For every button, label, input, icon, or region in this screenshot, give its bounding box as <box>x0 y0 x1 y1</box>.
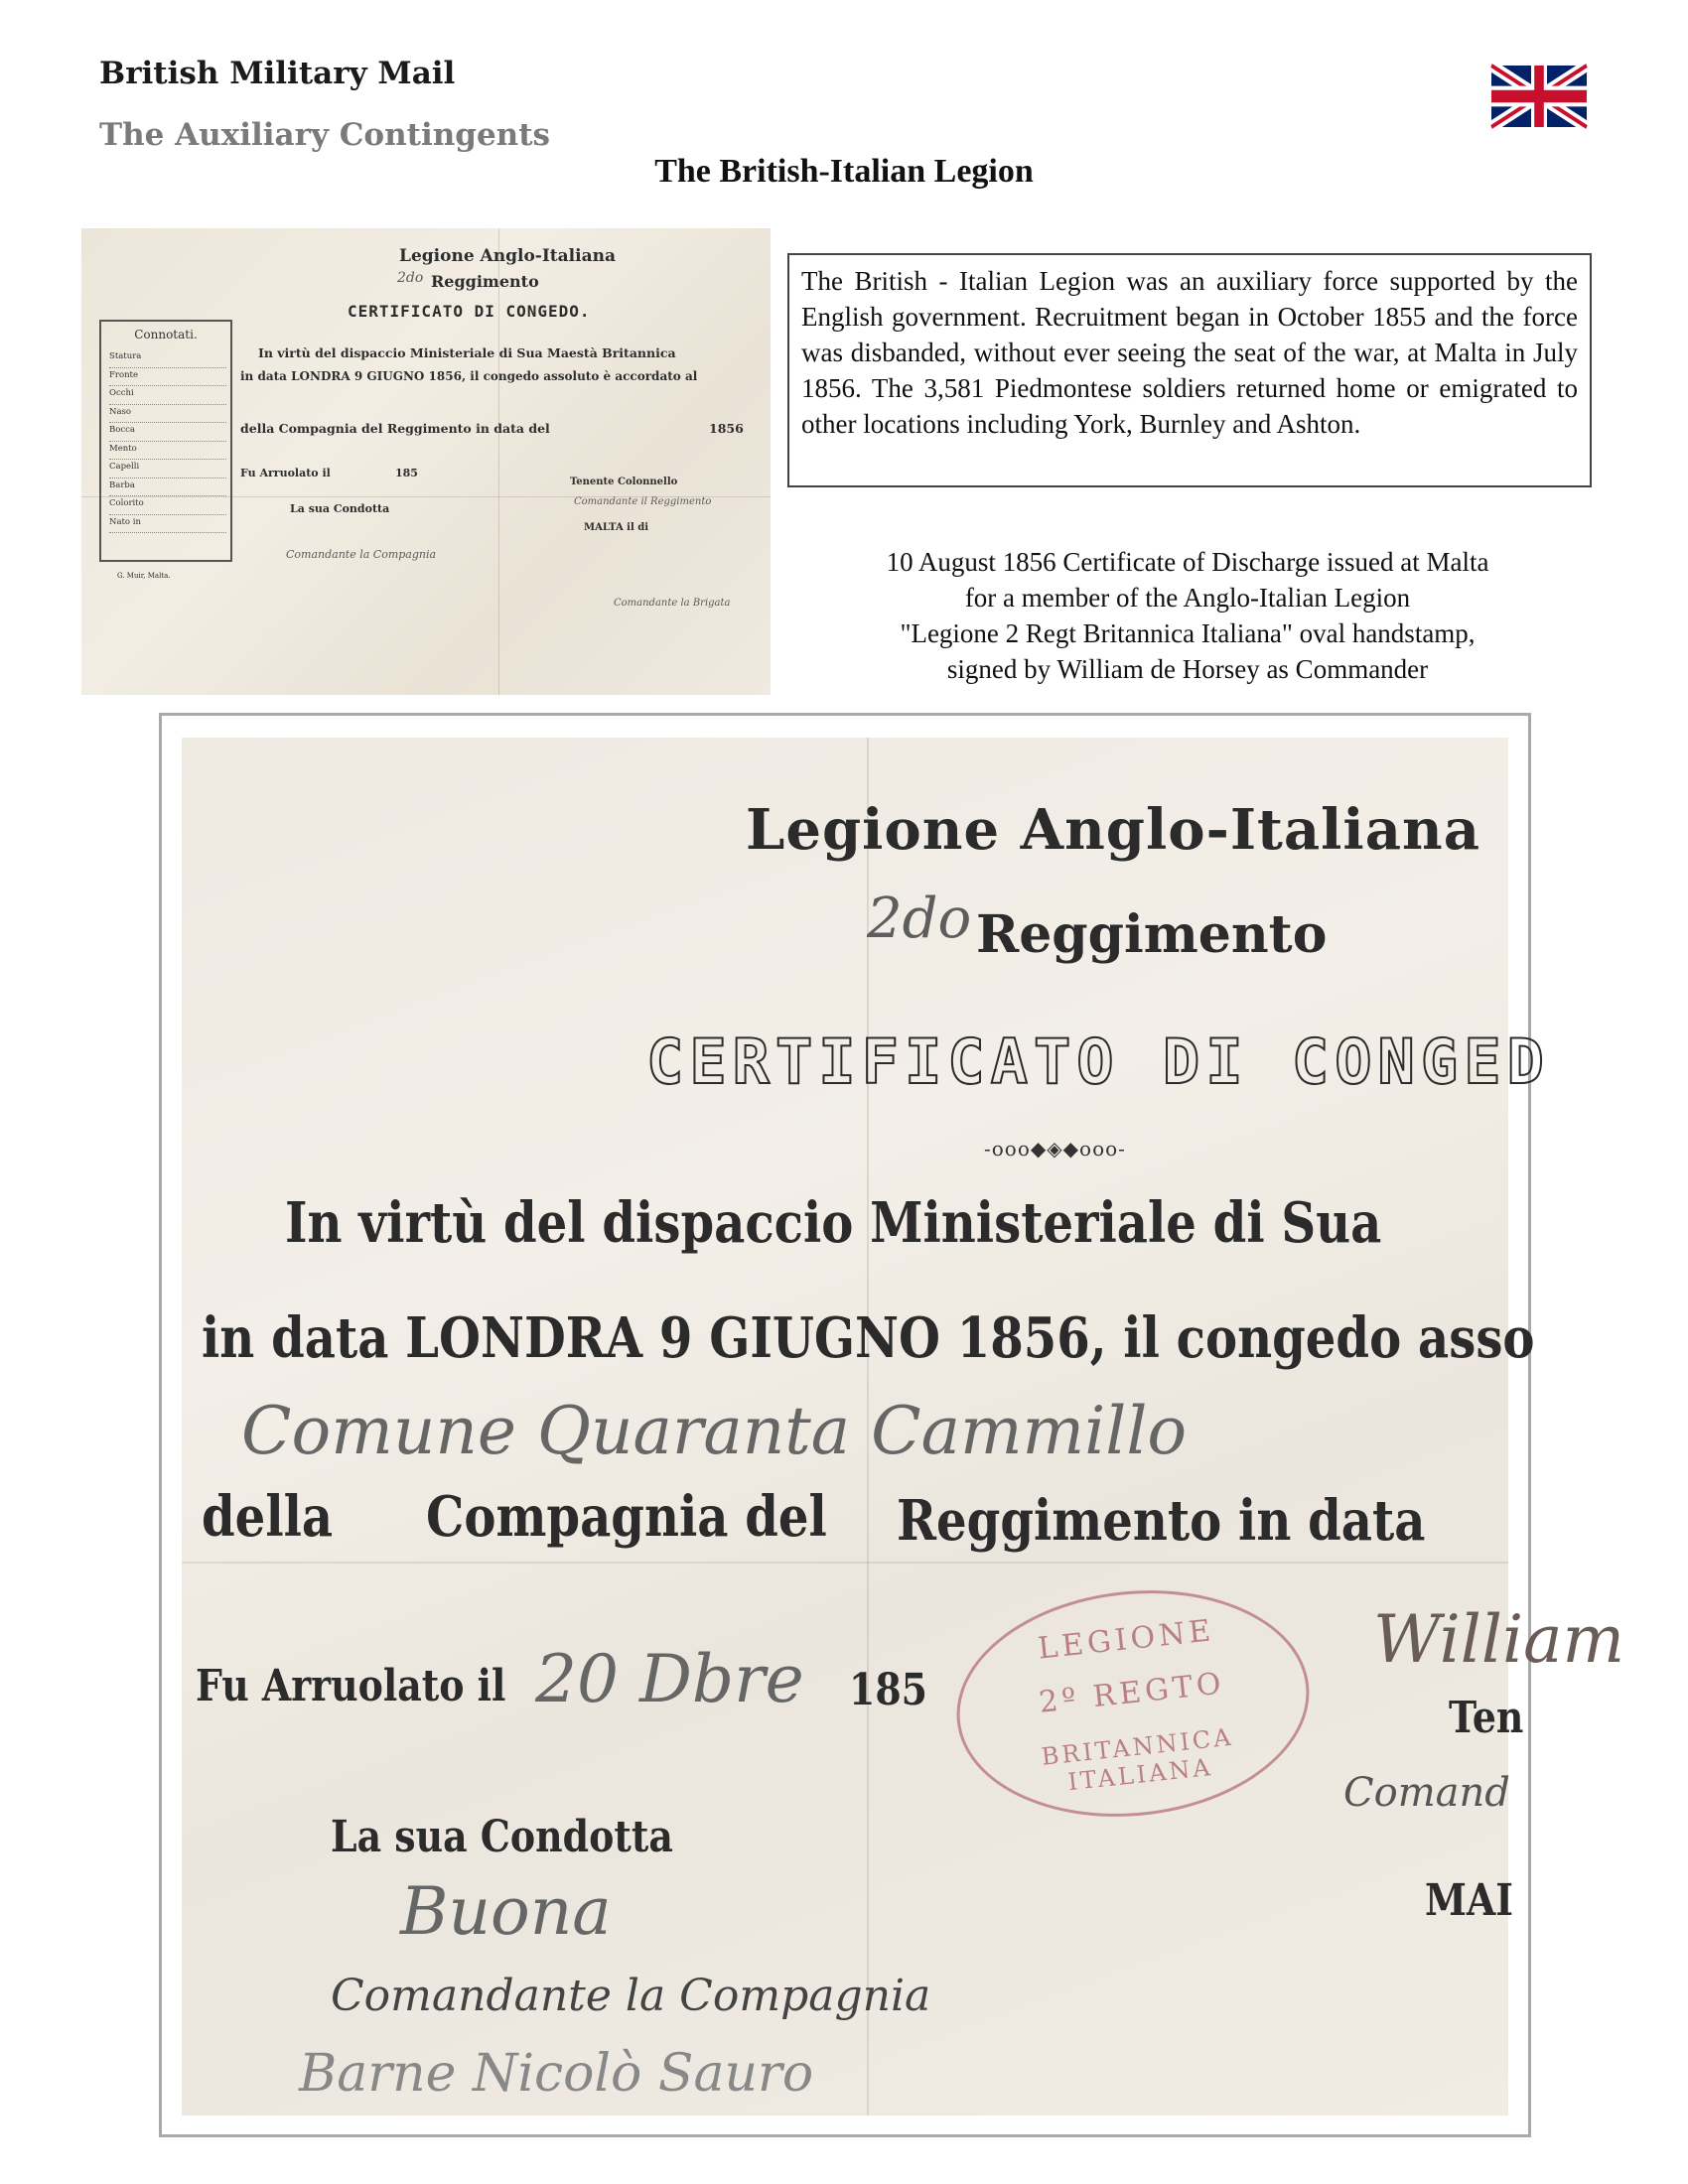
thumb-regiment: Reggimento <box>431 272 539 291</box>
stamp-line1: LEGIONE <box>1036 1613 1216 1667</box>
certificate-thumbnail <box>81 228 771 695</box>
union-jack-flag-icon <box>1491 66 1587 127</box>
thumb-line2: in data LONDRA 9 GIUGNO 1856, il congedo assoluto è accordato al <box>240 369 698 383</box>
doc-signature-bottom: Barne Nicolò Sauro <box>299 2044 814 2104</box>
thumb-commander: Comandante il Reggimento <box>574 496 712 507</box>
caption-line: for a member of the Anglo-Italian Legion <box>964 583 1411 613</box>
doc-conduct-value: Buona <box>400 1873 612 1950</box>
doc-regiment-number: 2do <box>867 887 972 951</box>
doc-commander-fragment: Comand <box>1343 1770 1510 1816</box>
caption <box>784 544 1591 687</box>
thumb-enlisted: Fu Arruolato il <box>240 467 331 479</box>
connotati-row: Statura <box>109 351 226 368</box>
doc-rank-fragment: Ten <box>1449 1693 1524 1743</box>
caption-line: 10 August 1856 Certificate of Discharge issued at Malta <box>886 547 1489 577</box>
connotati-row: Mento <box>109 444 226 461</box>
connotati-row: Occhi <box>109 388 226 405</box>
doc-conduct: La sua Condotta <box>331 1812 673 1862</box>
thumb-certificate: CERTIFICATO DI CONGEDO. <box>348 302 591 321</box>
thumb-enlisted-year: 185 <box>395 467 418 479</box>
doc-line1: In virtù del dispaccio Ministeriale di Sua <box>285 1190 1382 1256</box>
thumb-malta: MALTA il di <box>584 522 649 533</box>
connotati-row: Naso <box>109 407 226 424</box>
doc-line3-b: Compagnia del <box>426 1484 827 1550</box>
thumb-line1: In virtù del dispaccio Ministeriale di Sua Maestà Britannica <box>258 345 676 360</box>
doc-enlisted-date: 20 Dbre <box>535 1641 804 1717</box>
doc-enlisted-year: 185 <box>849 1665 927 1715</box>
thumb-rank: Tenente Colonnello <box>570 477 678 487</box>
caption-line: "Legione 2 Regt Britannica Italiana" oval handstamp, <box>900 618 1476 648</box>
page-heading: The British-Italian Legion <box>654 153 1034 190</box>
connotati-row: Nato in <box>109 517 226 534</box>
doc-legion: Legione Anglo-Italiana <box>746 797 1480 863</box>
thumb-line3: della Compagnia del Reggimento in data del <box>240 421 550 436</box>
connotati-row: Barba <box>109 480 226 497</box>
doc-handwriting-1: Comune Quaranta Cammillo <box>241 1393 1188 1469</box>
legion-oval-handstamp <box>945 1573 1321 1834</box>
connotati-row: Colorito <box>109 498 226 515</box>
document-enlargement <box>182 738 1625 2116</box>
thumb-year: 1856 <box>709 421 744 436</box>
doc-line3-a: della <box>202 1484 334 1550</box>
connotati-box <box>99 320 232 562</box>
doc-certificate: CERTIFICATO DI CONGED <box>646 1025 1550 1098</box>
thumb-regiment-number: 2do <box>397 270 424 286</box>
connotati-title: Connotati. <box>134 328 198 341</box>
connotati-row: Fronte <box>109 370 226 387</box>
thumb-company-commander: Comandante la Compagnia <box>286 548 437 561</box>
description-text: The British - Italian Legion was an auxiliary force supported by the English government. Recruitment began in October 1855 and the force was disbanded, without ever seeing the seat of the war, at Malta in July 1856. The 3,581 Piedmontese soldiers returned home or emigrated to other locations including York, Burnley and Ashton. <box>801 266 1578 439</box>
thumb-conduct: La sua Condotta <box>290 502 390 515</box>
header-subtitle: The Auxiliary Contingents <box>99 117 550 153</box>
doc-malta-fragment: MAI <box>1425 1875 1513 1926</box>
doc-enlisted: Fu Arruolato il <box>196 1661 506 1711</box>
connotati-row: Bocca <box>109 425 226 442</box>
header-title: British Military Mail <box>99 56 456 91</box>
caption-line: signed by William de Horsey as Commander <box>946 654 1429 684</box>
doc-company-commander: Comandante la Compagnia <box>331 1971 931 2021</box>
stamp-line2: 2º REGTO <box>1037 1666 1227 1720</box>
doc-ornament: -ooo◆◈◆ooo- <box>984 1137 1126 1160</box>
thumb-legion: Legione Anglo-Italiana <box>399 246 616 266</box>
thumb-brigade: Comandante la Brigata <box>614 598 731 609</box>
doc-line3-c: Reggimento in data <box>897 1488 1426 1554</box>
connotati-row: Capelli <box>109 462 226 478</box>
thumb-printer: G. Muir, Malta. <box>117 572 171 580</box>
description-box <box>787 253 1592 487</box>
doc-regiment: Reggimento <box>976 904 1328 965</box>
doc-line2: in data LONDRA 9 GIUGNO 1856, il congedo asso <box>202 1305 1535 1371</box>
document-enlargement-frame <box>159 713 1625 2137</box>
doc-signature-right: William <box>1373 1601 1625 1678</box>
stamp-line3: BRITANNICA ITALIANA <box>1040 1722 1235 1797</box>
